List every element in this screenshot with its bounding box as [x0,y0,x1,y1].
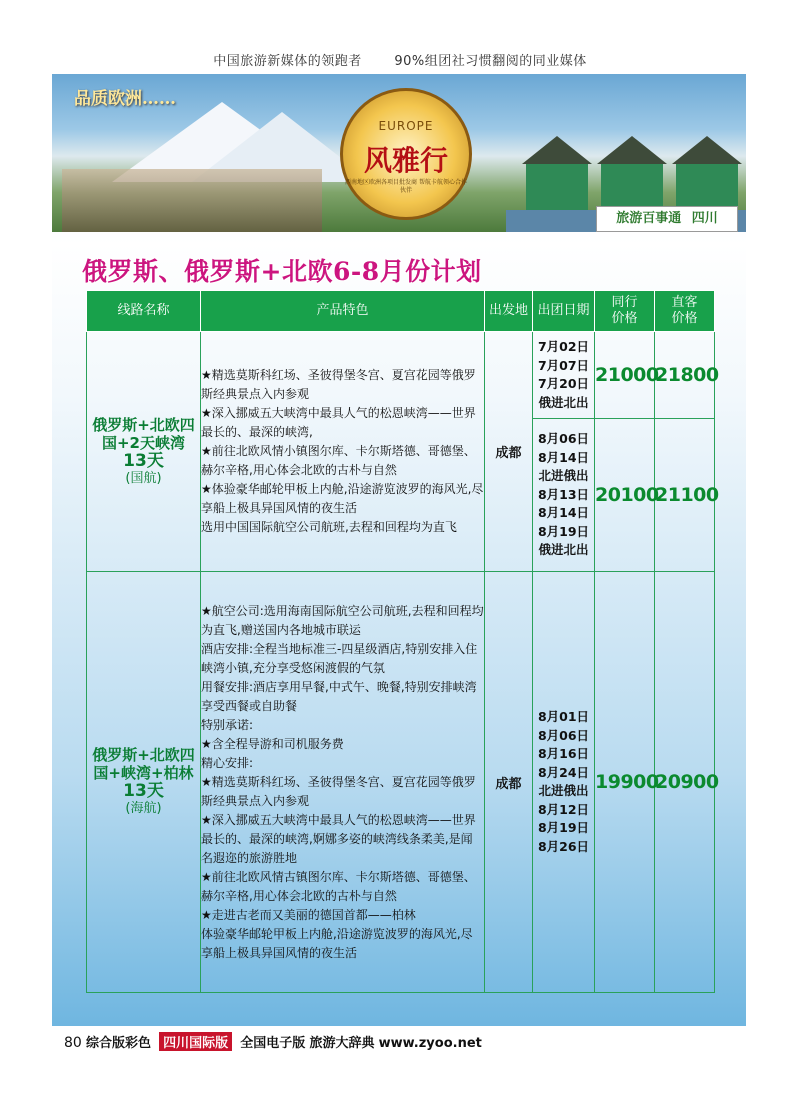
page-footer [64,1032,482,1051]
tourists-illustration [62,169,322,232]
content-panel [52,74,746,1026]
dates-cell: 8月01日 8月06日 8月16日 8月24日 北进俄出 8月12日 8月19日 8月26日 [533,572,595,993]
crest-small-text: 西南地区欧洲各项目批发商 帮航卡航领心合作伙伴 [345,179,467,194]
tagline-right: 90%组团社习惯翻阅的同业媒体 [394,54,587,69]
route-airline: (海航) [125,801,162,816]
crest-name: 风雅行 [363,144,448,177]
features-cell: ★航空公司:选用海南国际航空公司航班,去程和回程均为直飞,赠送国内各地城市联运 酒店安排:全程当地标准三-四星级酒店,特别安排入住峡湾小镇,充分享受悠闲渡假的气氛 用餐安排:酒店享用早餐,中式午、晚餐,特别安排峡湾享受西餐或自助餐 特别承诺: ★含全程导游和司机服务费 精心安排: ★精选莫斯科红场、圣彼得堡冬宫、夏宫花园等俄罗斯经典景点入内参观 ★深入挪威五大峡湾中最具人气的松恩峡湾——世界最长的、最深的峡湾,婀娜多姿的峡湾线条柔美,是闻名遐迩的旅游胜地 ★前往北欧风情古镇图尔库、卡尔斯塔德、哥德堡、赫尔辛格,用心体会北欧的古朴与自然 ★走进古老而又美丽的德国首都——柏林 体验豪华邮轮甲板上内舱,沿途游览波罗的海风光,尽享船上极具异国风情的夜生活 [201,572,485,993]
dates-cell: 8月06日 8月14日 北进俄出 8月13日 8月14日 8月19日 俄进北出 [533,419,595,572]
footer-edition-badge: 四川国际版 [159,1032,232,1051]
brand-region: 四川 [691,211,718,226]
page-title: 俄罗斯、俄罗斯+北欧6-8月份计划 [82,257,482,286]
quality-europe-label: 品质欧洲…… [74,89,176,109]
route-airline: (国航) [125,470,162,486]
footer-dictionary: 旅游大辞典 [309,1036,375,1051]
peer-price-cell: 21000 [595,332,655,419]
footer-url[interactable]: www.zyoo.net [378,1036,482,1051]
departure-cell: 成都 [485,332,533,572]
crest-europe-text: EUROPE [378,119,434,133]
direct-price-cell: 20900 [655,572,715,993]
direct-price-cell: 21800 [655,332,715,419]
header-route: 线路名称 [87,291,201,332]
header-dates: 出团日期 [533,291,595,332]
banner [52,74,746,232]
brand-name: 旅游百事通 [616,211,682,226]
table-row [87,572,715,993]
header-departure: 出发地 [485,291,533,332]
tour-plan-table [86,290,719,993]
header-direct-price: 直客价格 [655,291,715,332]
departure-cell: 成都 [485,572,533,993]
features-cell: ★精选莫斯科红场、圣彼得堡冬宫、夏宫花园等俄罗斯经典景点入内参观 ★深入挪威五大峡湾中最具人气的松恩峡湾——世界最长的、最深的峡湾, ★前往北欧风情小镇图尔库、卡尔斯塔德、哥德堡、赫尔辛格,用心体会北欧的古朴与自然 ★体验豪华邮轮甲板上内舱,沿途游览波罗的海风光,尽享船上极具异国风情的夜生活 选用中国国际航空公司航班,去程和回程均为直飞 [201,332,485,572]
route-days: 13天 [123,781,164,801]
table-header-row [87,291,715,332]
table-row [87,332,715,419]
fengyaxing-crest-logo [340,88,472,220]
top-tagline [0,50,800,69]
header-peer-price: 同行价格 [595,291,655,332]
header-features: 产品特色 [201,291,485,332]
peer-price-cell: 20100 [595,419,655,572]
route-days: 13天 [123,450,164,471]
tagline-left: 中国旅游新媒体的领跑者 [213,54,362,69]
footer-national: 全国电子版 [240,1036,306,1051]
page-number: 80 [64,1035,82,1051]
peer-price-cell: 19900 [595,572,655,993]
route-name-cell: 俄罗斯+北欧四 国+峡湾+柏林 13天 (海航) [87,572,201,993]
direct-price-cell: 21100 [655,419,715,572]
footer-section: 综合版彩色 [85,1036,151,1051]
route-name-cell: 俄罗斯+北欧四 国+2天峡湾 13天 (国航) [87,332,201,572]
dates-cell: 7月02日 7月07日 7月20日 俄进北出 [533,332,595,419]
brand-logo [596,206,738,232]
